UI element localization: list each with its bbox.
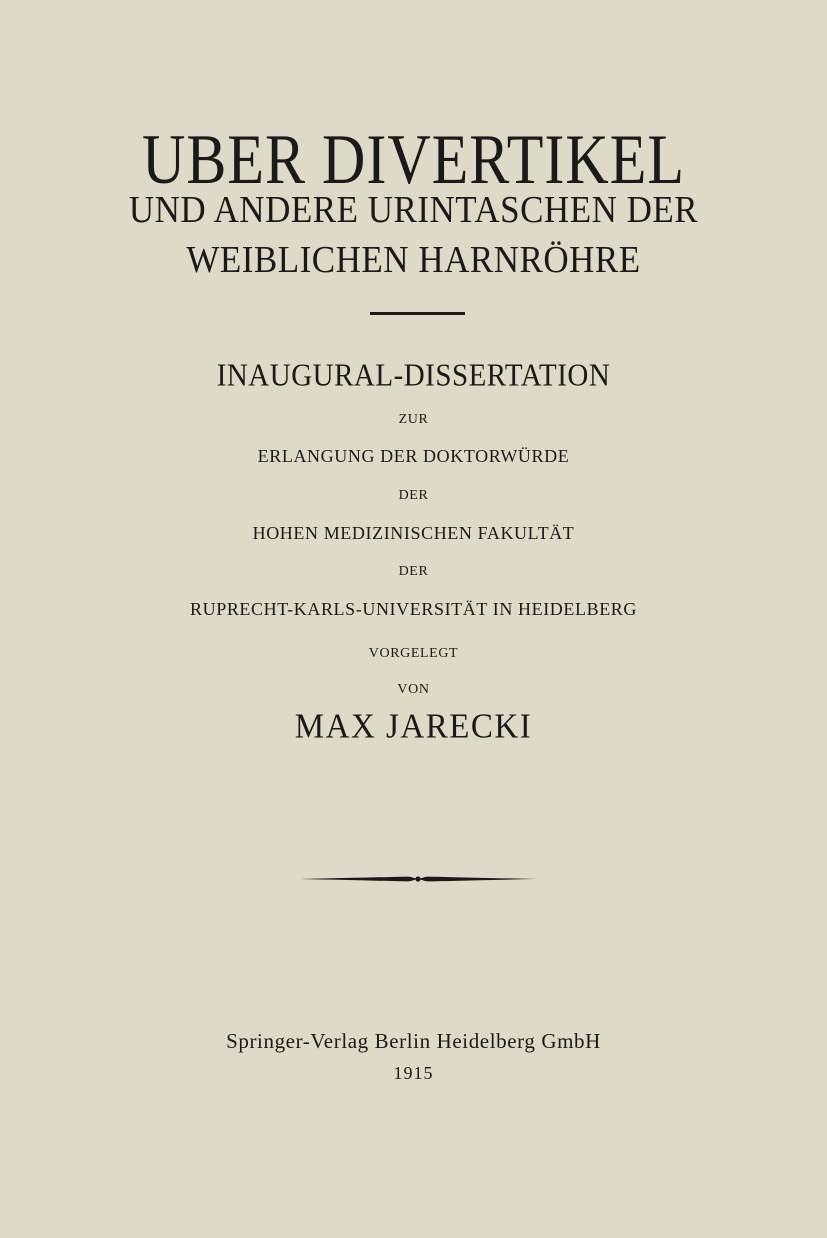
- title-line-3: WEIBLICHEN HARNRÖHRE: [186, 237, 641, 281]
- publication-year: 1915: [393, 1063, 434, 1083]
- dissertation-heading: INAUGURAL-DISSERTATION: [216, 357, 611, 393]
- faculty-line: HOHEN MEDIZINISCHEN FAKULTÄT: [252, 523, 575, 543]
- word-der-1: DER: [398, 488, 429, 503]
- title-main: UBER DIVERTIKEL: [142, 120, 685, 199]
- word-vorgelegt: VORGELEGT: [368, 646, 459, 661]
- publisher-line: Springer-Verlag Berlin Heidelberg GmbH: [226, 1029, 601, 1053]
- title-line-2: UND ANDERE URINTASCHEN DER: [128, 187, 699, 231]
- ornament-divider: [300, 870, 536, 888]
- university-line: RUPRECHT-KARLS-UNIVERSITÄT IN HEIDELBERG: [190, 599, 637, 619]
- erlangung-line: ERLANGUNG DER DOKTORWÜRDE: [257, 446, 570, 466]
- word-der-2: DER: [398, 564, 429, 579]
- word-von: VON: [397, 682, 430, 697]
- author-name: MAX JARECKI: [294, 707, 533, 746]
- title-divider-rule: [370, 312, 465, 315]
- word-zur: ZUR: [398, 412, 429, 427]
